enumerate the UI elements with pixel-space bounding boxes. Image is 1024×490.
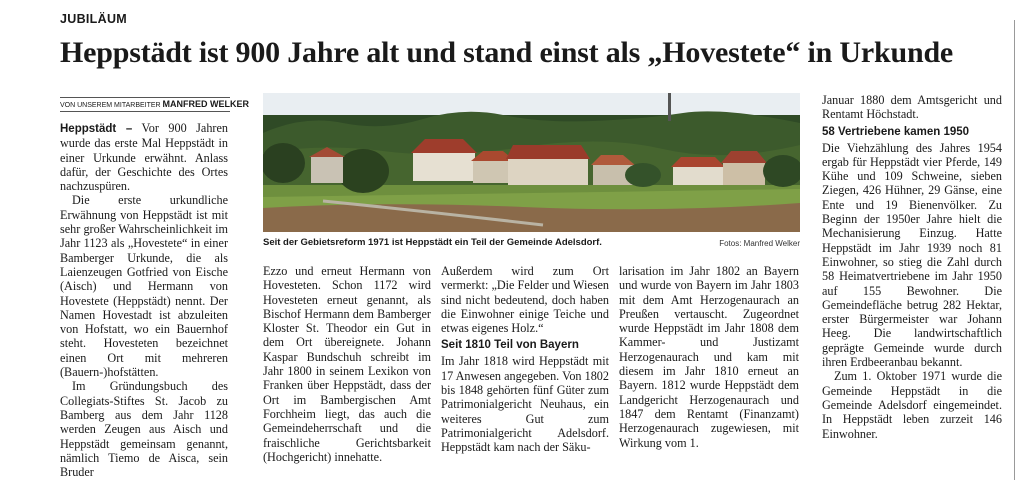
paragraph: Im Jahr 1818 wird Heppstädt mit 17 Anwesen angegeben. Von 1802 bis 1848 gehörten fünf Güter zum Patrimonialgericht Neuhaus, ein weiteres Gut zum Patrimonialgericht Adelsdorf. Heppstädt kam nach der Säku- [441, 354, 609, 455]
article-headline: Heppstädt ist 900 Jahre alt und stand einst als „Hovestete“ in Urkunde [60, 36, 954, 69]
column-3 [441, 264, 609, 455]
paragraph: Ezzo und erneut Hermann von Hovesteten. Schon 1172 wird Hovesteten erneut genannt, als Bischof Hermann dem Bamberger Kloster St. Theodor ein Gut in dem Ort übereignete. Johann Kaspar Bundschuh schreibt im Jahr 1800 in seinem Lexikon von Franken über Heppstädt, dass der Ort im Bambergischen Amt Forchheim liegt, das auch die Gemeindeherrschaft und die fraischliche Gerichtsbarkeit (Hochgericht) innehatte. [263, 264, 431, 464]
section-kicker: JUBILÄUM [60, 12, 127, 26]
paragraph: Januar 1880 dem Amtsgericht und Rentamt Höchstadt. [822, 93, 1002, 122]
byline-rule-bottom [60, 111, 230, 112]
paragraph: Außerdem wird zum Ort vermerkt: „Die Felder und Wiesen sind nicht bedeutend, doch haben die Einwohner einige Teiche und etwas eigenes Holz.“ [441, 264, 609, 336]
column-1 [60, 121, 228, 479]
paragraph: Zum 1. Oktober 1971 wurde die Gemeinde Heppstädt in die Gemeinde Adelsdorf eingemeindet. In Heppstädt leben zurzeit 146 Einwohner. [822, 369, 1002, 441]
subheading: Seit 1810 Teil von Bayern [441, 339, 579, 352]
column-5 [822, 93, 1002, 441]
column-2 [263, 264, 431, 464]
paragraph: larisation im Jahr 1802 an Bayern und wurde von Bayern im Jahr 1803 mit dem Amt Herzogenaurach an Preußen vertauscht. Zugeordnet wurde Heppstädt im Jahr 1808 dem Kammer- und Justizamt Herzogenaurach und kam mit diesem im Jahr 1810 erneut an Bayern. 1812 wurde Heppstädt dem Landgericht Herzogenaurach und 1847 dem Rentamt (Finanzamt) Herzogenaurach zugewiesen, mit Wirkung vom 1. [619, 264, 799, 450]
village-photo [263, 93, 800, 232]
byline [60, 99, 249, 109]
paragraph: Im Gründungsbuch des Collegiats-Stiftes St. Jacob zu Bamberg aus dem Jahr 1128 werden Zeugen aus Aisch und Heppstädt gemeinsam genannt, nämlich Tiemo de Aisca, sein Bruder [60, 379, 228, 480]
photo-credit: Fotos: Manfred Welker [719, 239, 800, 248]
byline-prefix: VON UNSEREM MITARBEITER [60, 102, 163, 109]
subheading: 58 Vertriebene kamen 1950 [822, 125, 970, 138]
village-photo-illustration [263, 93, 800, 232]
paragraph: Die Viehzählung des Jahres 1954 ergab für Heppstädt vier Pferde, 149 Kühe und 109 Schweine, sieben Ziegen, 426 Hühner, 29 Gänse, eine Ente und 19 Bienenvölker. Zu Beginn der 1950er Jahre hielt die Mechanisierung Einzug. Hatte Heppstädt im Jahr 1939 noch 81 Einwohner, so stieg die Zahl durch 58 Heimatvertriebene im Jahr 1950 auf 155 Bewohner. Die Gemeindefläche betrug 282 Hektar, erster Bürgermeister war Johann Heeg. Die landwirtschaftlich geprägte Gemeinde wurde durch ihren Erdbeeranbau bekannt. [822, 140, 1002, 370]
paragraph: Die erste urkundliche Erwähnung von Heppstädt ist mit sehr großer Wahrscheinlichkeit im Jahr 1123 als „Hovestete“ in einer Bamberger Urkunde, die als Laienzeugen Gotfried von Eische (Aisch) und Hermann von Hovestete (Heppstädt) nennt. Der Namen Hovestadt ist abzuleiten von Hofstatt, wo ein Bauernhof steht. Hovesteten bezeichnet einen Ort mit mehreren (Bauern-)hofstätten. [60, 193, 228, 380]
paragraph-lead [60, 121, 228, 193]
lead-text: Vor 900 Jahren wurde das erste Mal Heppstädt in einer Urkunde erwähnt. Anlass dafür, der Geschichte des Ortes nachzuspüren. [60, 121, 228, 194]
byline-author: MANFRED WELKER [162, 99, 250, 109]
byline-rule-top [60, 97, 230, 98]
dateline: Heppstädt – [60, 123, 133, 135]
column-4 [619, 264, 799, 450]
photo-caption: Seit der Gebietsreform 1971 ist Heppstädt ein Teil der Gemeinde Adelsdorf. [263, 237, 602, 248]
page-edge-rule [1014, 20, 1015, 480]
